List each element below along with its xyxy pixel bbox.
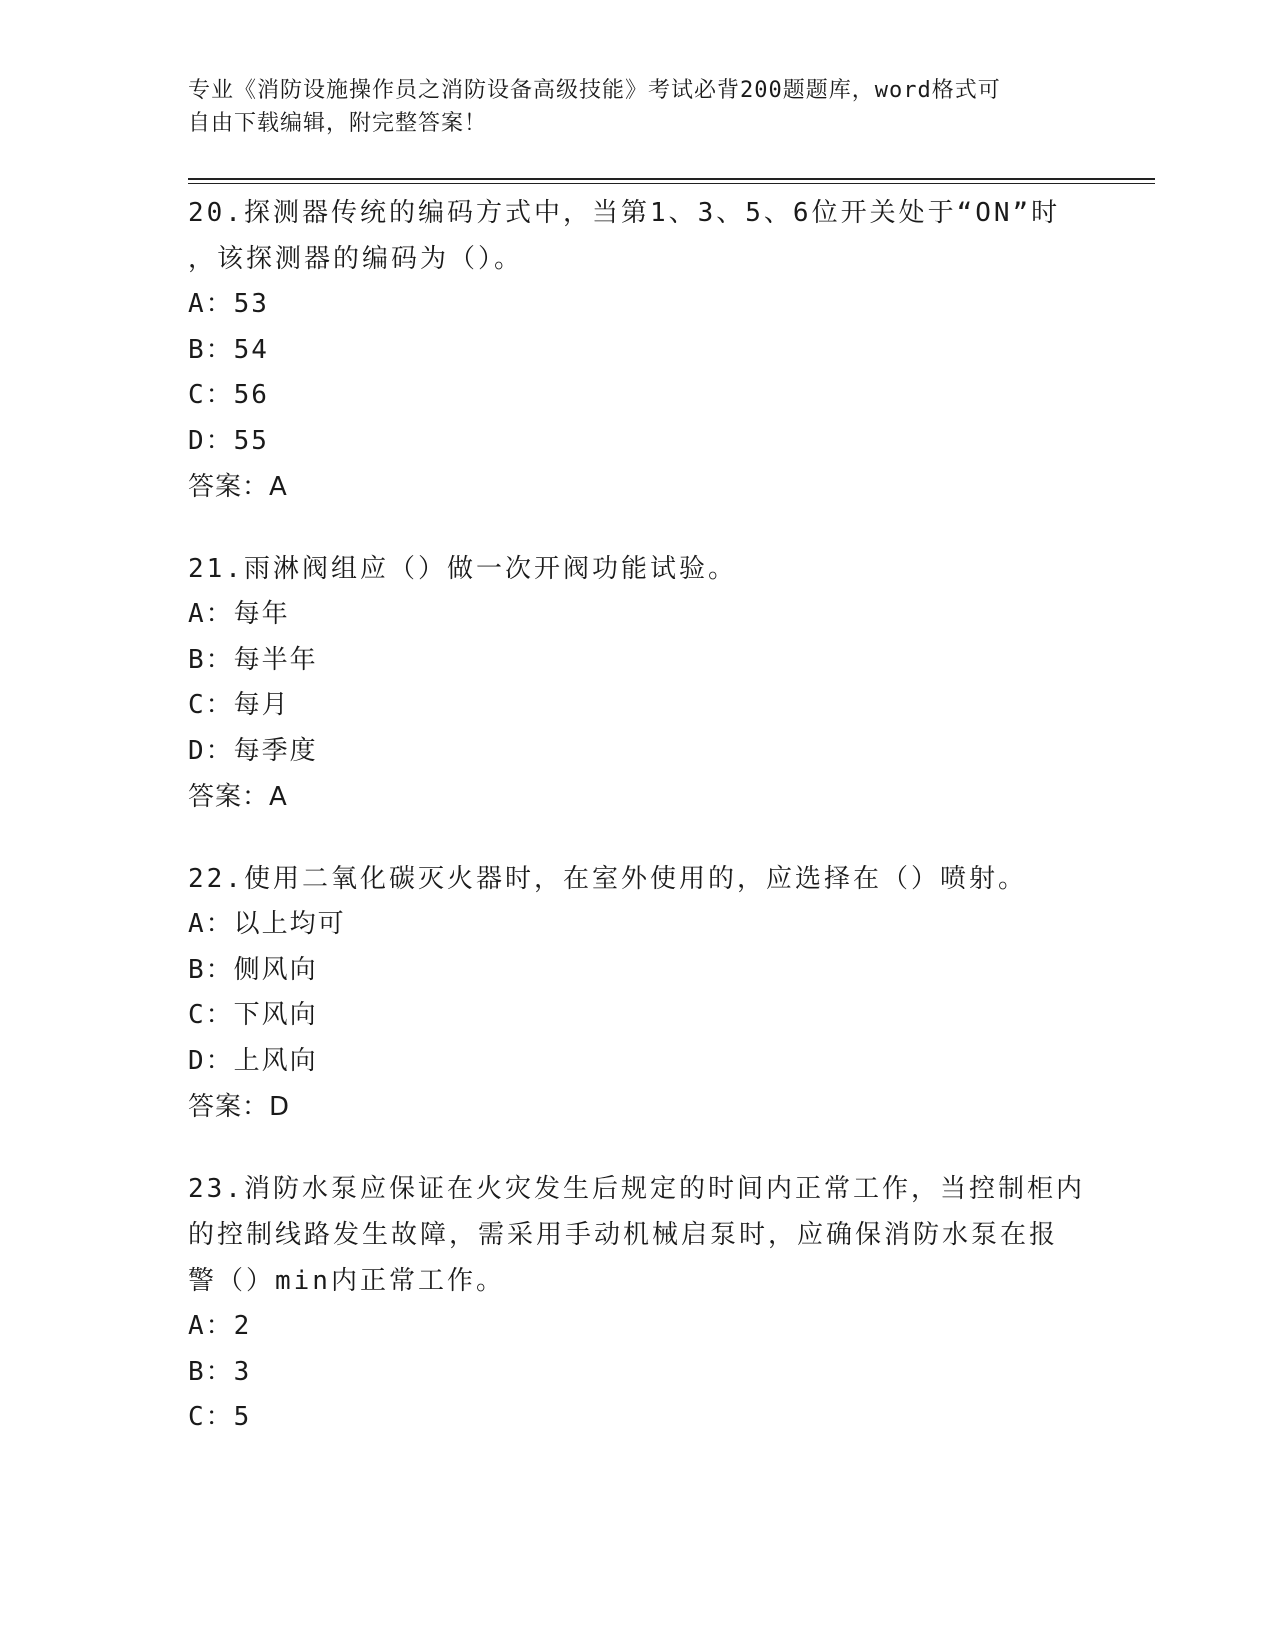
- stem-line: 21.雨淋阀组应（）做一次开阀功能试验。: [188, 554, 737, 584]
- document-header: [188, 74, 1088, 140]
- question-stem: [188, 1166, 1088, 1304]
- option-a: A：以上均可: [188, 909, 346, 939]
- option-a: A：2: [188, 1311, 252, 1341]
- stem-line: 23.消防水泵应保证在火灾发生后规定的时间内正常工作，当控制柜内: [188, 1174, 1085, 1204]
- stem-line: 的控制线路发生故障，需采用手动机械启泵时，应确保消防水泵在报: [188, 1220, 1059, 1250]
- question-22: [188, 856, 1088, 1130]
- option-c: C：56: [188, 380, 269, 410]
- option-d: D：上风向: [188, 1045, 318, 1076]
- option-b: B：3: [188, 1356, 252, 1387]
- answer: 答案：A: [188, 782, 288, 812]
- stem-line: 警（）min内正常工作。: [188, 1266, 505, 1296]
- header-rule-thin: [188, 183, 1155, 184]
- header-rule-thick: [188, 178, 1155, 180]
- header-line-2: 自由下载编辑，附完整答案！: [188, 111, 488, 136]
- option-a: A：53: [188, 289, 269, 319]
- option-b: B：54: [188, 334, 269, 365]
- option-d: D：每季度: [188, 735, 318, 766]
- option-c: C：下风向: [188, 1000, 318, 1030]
- question-list: [188, 190, 1088, 1477]
- answer: 答案：D: [188, 1092, 291, 1122]
- stem-line: ，该探测器的编码为（）。: [188, 244, 524, 274]
- question-stem: [188, 856, 1088, 902]
- question-stem: [188, 546, 1088, 592]
- header-line-1: 专业《消防设施操作员之消防设备高级技能》考试必背200题题库，word格式可: [188, 78, 1001, 103]
- option-b: B：每半年: [188, 644, 318, 675]
- answer: 答案：A: [188, 472, 288, 502]
- stem-line: 20.探测器传统的编码方式中，当第1、3、5、6位开关处于“ON”时: [188, 198, 1061, 228]
- question-21: [188, 546, 1088, 820]
- option-b: B：侧风向: [188, 954, 318, 985]
- question-20: [188, 190, 1088, 510]
- option-c: C：每月: [188, 690, 290, 720]
- question-stem: [188, 190, 1088, 282]
- option-c: C：5: [188, 1402, 252, 1432]
- question-23: [188, 1166, 1088, 1441]
- option-d: D：55: [188, 425, 269, 456]
- stem-line: 22.使用二氧化碳灭火器时，在室外使用的，应选择在（）喷射。: [188, 864, 1027, 894]
- option-a: A：每年: [188, 599, 290, 629]
